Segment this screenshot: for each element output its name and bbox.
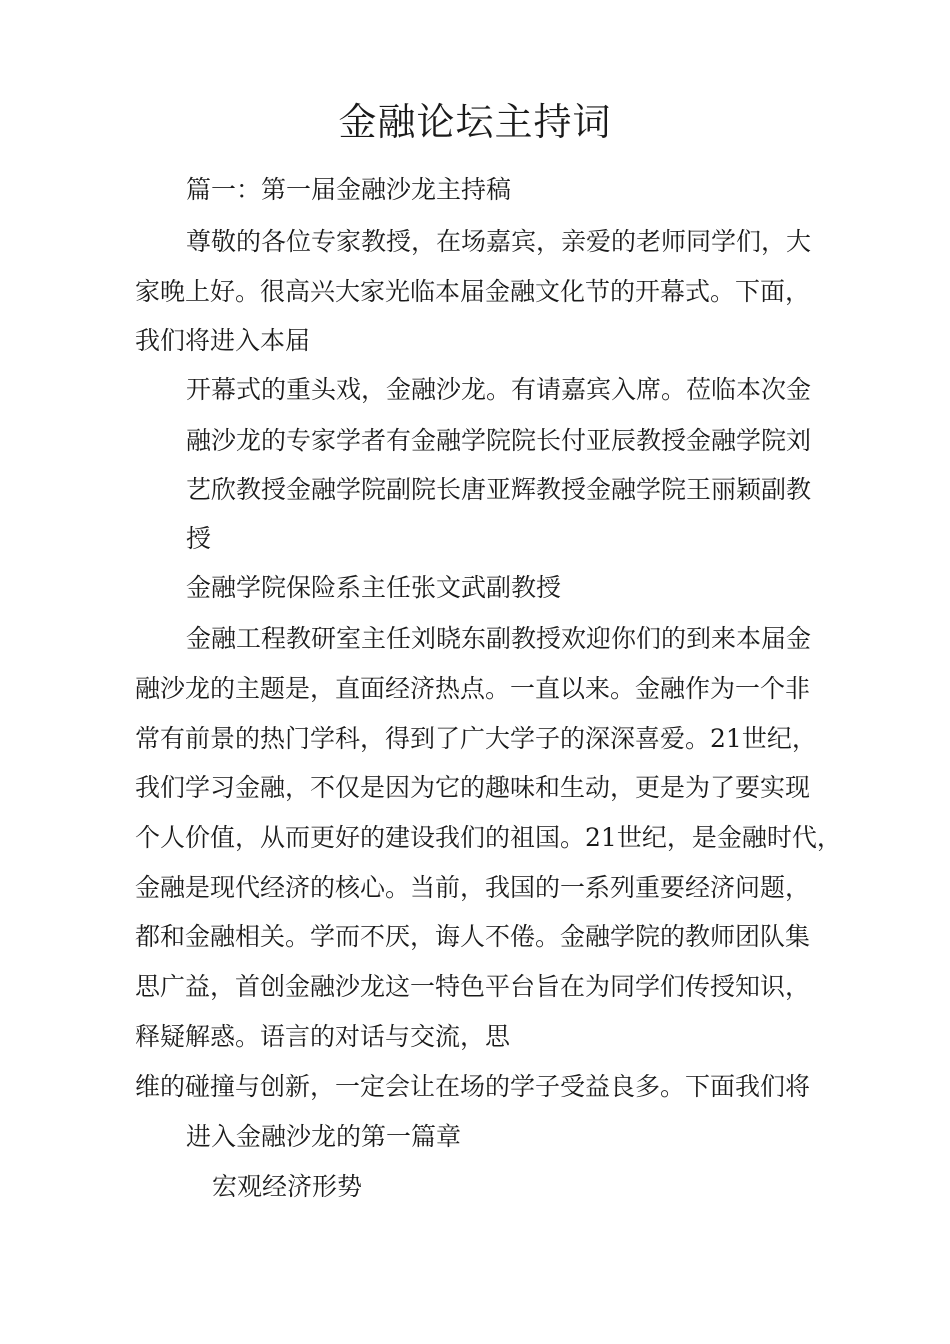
paragraph-line: 艺欣教授金融学院副院长唐亚辉教授金融学院王丽颖副教	[186, 475, 812, 504]
paragraph-line: 金融学院保险系主任张文武副教授	[186, 573, 562, 602]
section-heading: 篇一：第一届金融沙龙主持稿	[186, 175, 512, 204]
paragraph-line: 融沙龙的主题是，直面经济热点。一直以来。金融作为一个非	[135, 674, 811, 703]
paragraph-line: 思广益，首创金融沙龙这一特色平台旨在为同学们传授知识，	[135, 972, 811, 1001]
paragraph-line: 金融是现代经济的核心。当前，我国的一系列重要经济问题，	[135, 873, 811, 902]
paragraph-line: 尊敬的各位专家教授，在场嘉宾，亲爱的老师同学们，大	[186, 227, 812, 256]
document-title: 金融论坛主持词	[338, 100, 612, 144]
subsection-heading: 宏观经济形势	[212, 1172, 363, 1201]
paragraph-line: 家晚上好。很高兴大家光临本届金融文化节的开幕式。下面，	[135, 277, 811, 306]
paragraph-line: 释疑解惑。语言的对话与交流，思	[135, 1022, 511, 1051]
paragraph-line: 我们学习金融，不仅是因为它的趣味和生动，更是为了要实现	[135, 773, 811, 802]
paragraph-line: 常有前景的热门学科，得到了广大学子的深深喜爱。21世纪，	[135, 724, 817, 753]
paragraph-line: 授	[186, 524, 212, 553]
paragraph-line: 金融工程教研室主任刘晓东副教授欢迎你们的到来本届金	[186, 624, 812, 653]
paragraph-line: 我们将进入本届	[135, 326, 311, 355]
paragraph-line: 都和金融相关。学而不厌，诲人不倦。金融学院的教师团队集	[135, 922, 811, 951]
paragraph-line: 维的碰撞与创新，一定会让在场的学子受益良多。下面我们将	[135, 1072, 811, 1101]
paragraph-line: 融沙龙的专家学者有金融学院院长付亚辰教授金融学院刘	[186, 426, 812, 455]
paragraph-line: 进入金融沙龙的第一篇章	[186, 1122, 462, 1151]
paragraph-line: 个人价值，从而更好的建设我们的祖国。21世纪，是金融时代，	[135, 823, 842, 852]
paragraph-line: 开幕式的重头戏，金融沙龙。有请嘉宾入席。莅临本次金	[186, 375, 812, 404]
